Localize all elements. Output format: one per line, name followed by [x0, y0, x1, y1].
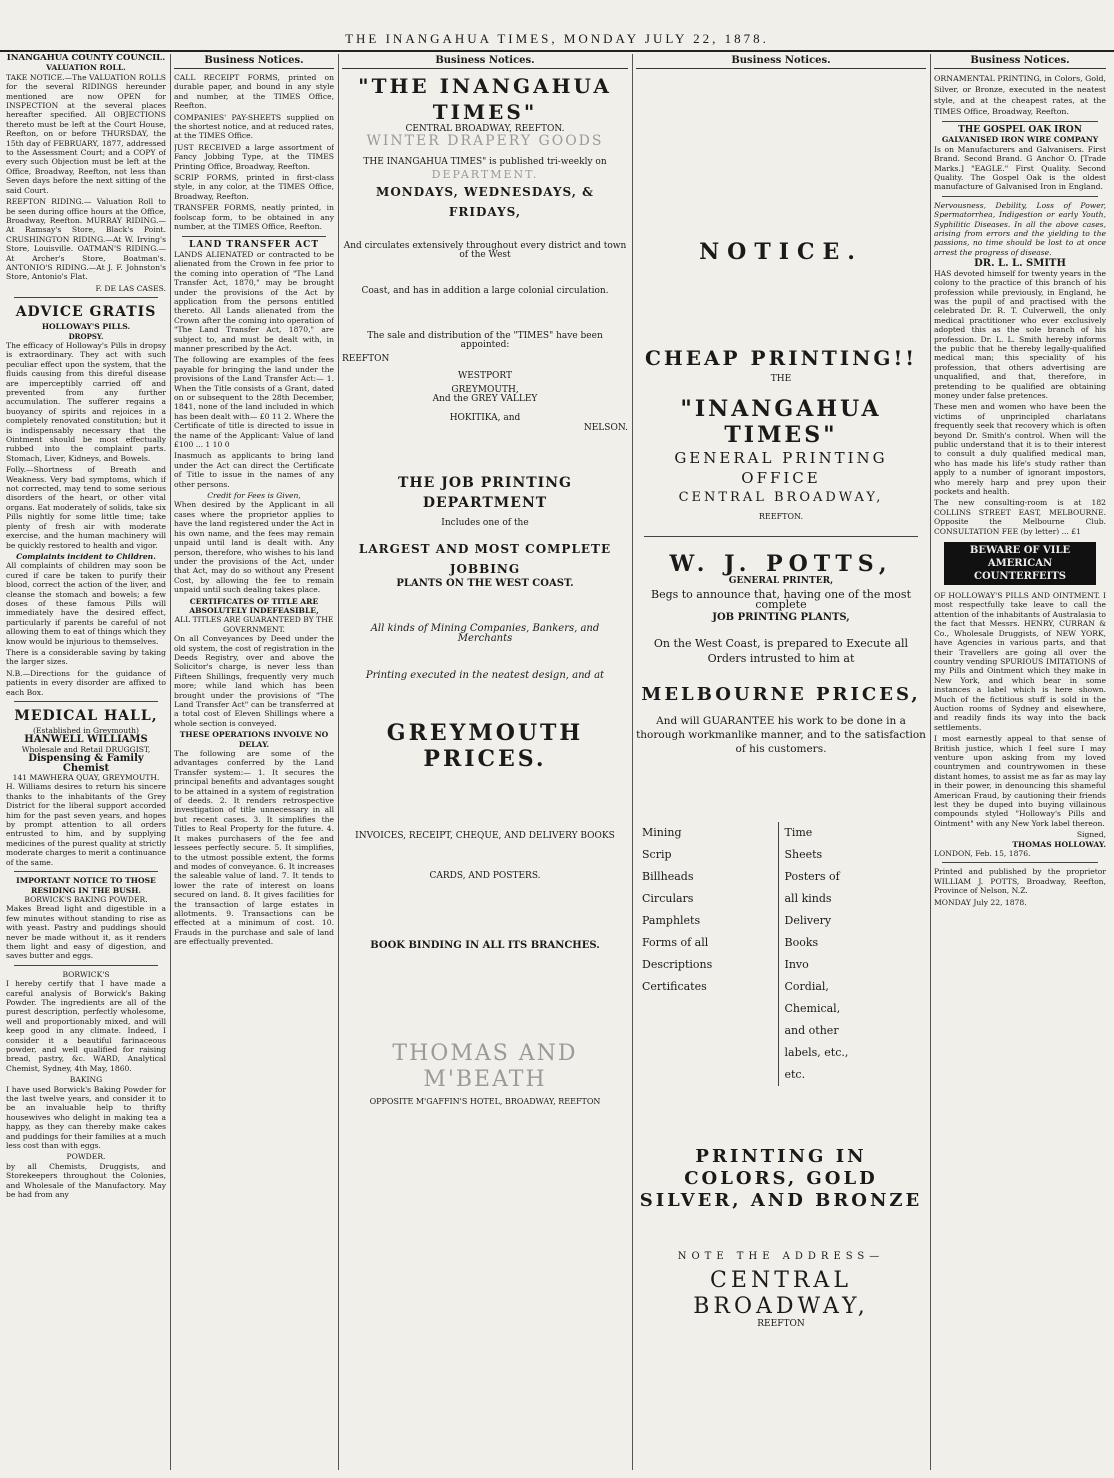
notice-heading: NOTICE. — [699, 239, 863, 265]
list-item: Invo — [784, 958, 809, 972]
column-1 — [6, 54, 166, 1470]
valuation-signature: F. DE LAS CASES. — [95, 283, 166, 293]
west-coast: On the West Coast, is prepared to Execute all Orders intrusted to him at — [653, 637, 909, 666]
holloway-body-2: I most earnestly appeal to that sense of British justice, which I feel sure I may venture upon asking from my loved countrymen and countrywomen in these distant homes, to assist me as far as may lay in their power, in denouncing this shameful American Fraud, by cautioning their friends lest they be duped into buying villainous compounds styled "Holloway's Pills and Ointment" with any New York label thereon. — [934, 734, 1106, 828]
grey-valley: And the GREY VALLEY — [432, 394, 538, 405]
reefton-2: REEFTON — [757, 1318, 805, 1329]
list-item: Pamphlets — [642, 914, 701, 928]
sale: The sale and distribution of the "TIMES" have been appointed: — [367, 331, 603, 351]
column-4-heading: Business Notices. — [636, 54, 926, 69]
transfer-forms: TRANSFER FORMS, neatly printed, in foolscap form, to be obtained in any number, at the TIMES Office, Reefton. — [174, 203, 334, 232]
greymouth-prices: GREYMOUTH PRICES. — [386, 720, 584, 773]
land-body: LANDS ALIENATED or contracted to be alienated from the Crown in fee prior to the coming into operation of "The Land Transfer Act, 1870," may be brought under the provisions of the Act by application from the persons entitled thereto. All Lands alienated from the Crown after the coming into operation of "The Land Transfer Act, 1870," are subject to, and must be dealt with, in manner prescribed by the Act. — [174, 249, 334, 353]
operations-body: The following are some of the advantages conferred by the Land Transfer system:— 1. It secures the principal benefits and advantages sought to be attained in a system of registration of deeds. 2. It renders retrospective investigation of title unnecessary in all but recent cases. 3. It simplifies the Titles to Real Property for the future. 4. It makes purchasers of the fee and lessees perfectly secure. 5. It simplifies, to the utmost possible extent, the forms and modes of conveyance. 6. It increases the saleable value of land. 7. It tends to lower the rate of interest on loans secured on land. 8. It gives facilities for the transaction of large estates in allotments. 9. Transactions can be effected at a minimum of cost. 10. Frauds in the purchase and sale of land are effectually prevented. — [174, 749, 334, 947]
largest: LARGEST AND MOST COMPLETE JOBBING — [358, 541, 612, 576]
cheap-printing: CHEAP PRINTING!! — [644, 346, 918, 370]
valuation-body: TAKE NOTICE.—The VALUATION ROLLS for the several RIDINGS hereunder mentioned are now OPEN for INSPECTION at the several places hereafter specified. All OBJECTIONS thereto must be left at the Court House, Reefton, on or before THURSDAY, the 15th day of FEBRUARY, 1877, addressed to the Assessment Court; and a COPY of every such Objection must be left at the Office, Broadway, Reefton, not less than Seven days before the next sitting of the said Court. — [6, 72, 166, 195]
london-date: LONDON, Feb. 15, 1876. — [934, 849, 1031, 859]
advice-heading: ADVICE GRATIS — [15, 304, 157, 321]
baking-body: I have used Borwick's Baking Powder for the last twelve years, and consider it to be an invaluable help to thrifty housewives who delight in making tea a happy, as they can thereby make cakes and puddings for their families at a much less cost than with eggs. — [6, 1084, 166, 1151]
medical-sub: (Established in Greymouth) — [32, 726, 140, 735]
list-item: Cordial, Chemical, and other — [784, 980, 841, 1038]
smith-heading: DR. L. L. SMITH — [974, 258, 1066, 270]
valuation-heading: VALUATION ROLL. — [46, 63, 126, 73]
dropsy-heading: DROPSY. — [68, 331, 104, 341]
certificates-heading: CERTIFICATES OF TITLE ARE ABSOLUTELY INDEFEASIBLE, — [189, 596, 319, 615]
guaranteed-body: On all Conveyances by Deed under the old system, the cost of registration in the Deeds Registry, over and above the Solicitor's charge, is never less than Fifteen Shillings, frequently very much more; while land which has been brought under the provisions of "The Land Transfer Act" can be transferred at a total cost of Eleven Shillings where a whole section is conveyed. — [174, 634, 334, 728]
job-heading: THE JOB PRINTING DEPARTMENT — [398, 475, 572, 512]
gospel-heading: THE GOSPEL OAK IRON — [958, 125, 1082, 135]
issue-date: MONDAY July 22, 1878. — [934, 897, 1027, 907]
begs: Begs to announce that, having one of the most complete — [650, 588, 911, 611]
smith-body: HAS devoted himself for twenty years in the colony to the practice of this branch of his profession while previously, in England, he was the pupil of and practised with the celebrated Dr. R. T. Culverwell, the only medical practitioner who ever exclusively adopted this as the sole branch of his profession. Dr. L. L. Smith hereby informs the public that he thereby legally-qualified medical man; this speciality of his profession, that others advertising are unqualified, and that, therefore, in pretending to be qualified are obtaining money under false pretences. — [934, 268, 1106, 400]
neatest: Printing executed in the neatest design, and at — [365, 669, 605, 681]
council-title: INANGAHUA COUNTY COUNCIL. — [6, 54, 166, 63]
wholesale: Wholesale and Retail DRUGGIST, — [21, 744, 151, 754]
borwick-body: Makes Bread light and digestible in a few minutes without standing to rise as with yeast. Pastry and puddings should never be made without it, as it renders them light and easy of digestion, and saves butter and eggs. — [6, 904, 166, 961]
invoices: INVOICES, RECEIPT, CHEQUE, AND DELIVERY BOOKS — [355, 831, 615, 842]
operations-heading: THESE OPERATIONS INVOLVE NO DELAY. — [179, 730, 329, 749]
nelson: NELSON. — [583, 422, 628, 433]
fees-body: Inasmuch as applicants to bring land under the Act can direct the Certificate of Title to issue in the names of any other persons. — [174, 451, 334, 489]
borwick2-heading: BORWICK'S — [62, 969, 110, 979]
guarantee: And will GUARANTEE his work to be done in a thorough workmanlike manner, and to the satisfaction of his customers. — [636, 715, 926, 756]
column-2 — [174, 54, 334, 1470]
medical-address: 141 MAWHERA QUAY, GREYMOUTH. — [12, 773, 160, 783]
reefton: REEFTON. — [758, 512, 804, 522]
ridings: REEFTON RIDING.— Valuation Roll to be seen during office hours at the Office, Broadway, Reefton. MURRAY RIDING.—At Ramsay's Store, Black's Point. CRUSHINGTON RIDING.—At W. Irving's Store, Louisville. OATMAN'S RIDING.—At Archer's Store, Boatman's. ANTONIO'S RIDING.—At J. F. Johnston's Store, Antonio's Flat. — [6, 197, 166, 282]
column-2-heading: Business Notices. — [174, 54, 334, 69]
plants-heading: JOB PRINTING PLANTS, — [712, 612, 850, 624]
the: THE — [770, 374, 792, 384]
general-office: GENERAL PRINTING OFFICE — [674, 449, 888, 488]
medical-body: H. Williams desires to return his sincere thanks to the inhabitants of the Grey District for the liberal support accorded him for the past seven years, and hopes by prompt attention to all orders entrusted to him, and by supplying medicines of the purest quality at strictly moderate charges to merit a continuance of the same. — [6, 782, 166, 867]
guaranteed-heading: ALL TITLES ARE GUARANTEED BY THE GOVERNMENT. — [174, 615, 334, 634]
signed: Signed, — [1076, 830, 1106, 840]
note-address: NOTE THE ADDRESS— — [677, 1251, 885, 1263]
consult: The new consulting-room is at 182 COLLINS STREET EAST, MELBOURNE. Opposite the Melbourne Club. CONSULTATION FEE (by letter) ... £1 — [934, 498, 1106, 536]
children-heading: Complaints incident to Children. — [16, 551, 156, 561]
kinds: All kinds of Mining Companies, Bankers, and Merchants — [370, 623, 600, 644]
potts: W. J. POTTS, — [669, 550, 893, 577]
nervousness: Nervousness, Debility, Loss of Power, Spermatorrhea, Indigestion or early Youth, Syphilitic Diseases. In all the above cases, arising from errors and the yielding to the passions, no time should be lost to at once arrest the progress of disease. — [934, 200, 1106, 257]
column-3-heading: Business Notices. — [342, 54, 628, 69]
medical-heading: MEDICAL HALL, — [14, 708, 158, 724]
saving-note: There is a considerable saving by taking the larger sizes. — [6, 647, 166, 667]
westport: WESTPORT — [457, 371, 513, 382]
coast: Coast, and has in addition a large colonial circulation. — [361, 285, 609, 296]
list-item: labels, etc., etc. — [784, 1046, 849, 1082]
col3-footer: OPPOSITE M'GAFFIN'S HOTEL, BROADWAY, REEFTON — [369, 1096, 601, 1106]
includes: Includes one of the — [441, 518, 529, 529]
important-heading: IMPORTANT NOTICE TO THOSE RESIDING IN THE BUSH. — [16, 876, 156, 895]
gospel-sub: GALVANISED IRON WIRE COMPANY — [941, 135, 1099, 145]
holloway-heading: HOLLOWAY'S PILLS. — [41, 322, 131, 332]
cards: CARDS, AND POSTERS. — [429, 870, 541, 881]
times-address: CENTRAL BROADWAY, REEFTON. — [405, 124, 565, 134]
central-broadway: CENTRAL BROADWAY, — [678, 490, 884, 506]
times-title: "THE INANGAHUA TIMES" — [358, 74, 612, 124]
powder-body: by all Chemists, Druggists, and Storekeepers throughout the Colonies, and Wholesale of the Manufactory. May be had from any — [6, 1161, 166, 1200]
ghost-winter: WINTER DRAPERY GOODS — [366, 133, 604, 150]
powder-heading: POWDER. — [66, 1152, 106, 1162]
credit-heading: Credit for Fees is Given, — [207, 491, 301, 501]
reefton: REEFTON — [342, 353, 390, 364]
children-body: All complaints of children may soon be cured if care be taken to purify their blood, correct the action of the liver, and cleanse the stomach and bowels; a few doses of these famous Pills will immediately have the desired effect, particularly if parents be careful of not allowing them to eat of things which they know would be injurious to themselves. — [6, 561, 166, 646]
baking-heading: BAKING — [69, 1075, 103, 1085]
ghost-department: DEPARTMENT. — [431, 167, 539, 181]
smith-body-2: These men and women who have been the victims of unprincipled charlatans frequently seek that recovery which is often beyond Dr. Smith's control. When will the public understand that it is to their interest to consult a duly qualified medical man, who has made his life's study rather than apply to a number of ignorant impostors, who merely harp and prey upon their pockets and health. — [934, 402, 1106, 497]
colors-heading: PRINTING IN COLORS, GOLD SILVER, AND BRONZE — [639, 1146, 923, 1212]
plants: PLANTS ON THE WEST COAST. — [396, 577, 574, 589]
borwick-heading: BORWICK'S BAKING POWDER. — [24, 894, 148, 904]
folly-body: Folly.—Shortness of Breath and Weakness. Very bad symptoms, which if not corrected, may tend to some serious disorders of the heart, or other vital organs. Eat moderately of solids, take six Pills nightly for some little time; take plenty of fresh air with moderate exercise, and the human machinery will be quickly restored to health and vigor. — [6, 465, 166, 550]
holloway-body: OF HOLLOWAY'S PILLS AND OINTMENT. I most respectfully take leave to call the attention of the inhabitants of Australasia to the fact that Messrs. HENRY, CURRAN & Co., Wholesale Druggists, of NEW YORK, have Agencies in various parts, and that their Travellers are going all over the country vending SPURIOUS IMITATIONS of my Pills and Ointment which they make in New York, and which bear in some instances a label which is here shown. Much of the fictitious stuff is sold in the Auction rooms of Sydney and elsewhere, and readily finds its way into the back settlements. — [934, 591, 1106, 732]
list-item: Mining Scrip — [642, 826, 682, 862]
published: THE INANGAHUA TIMES" is published tri-weekly on — [363, 157, 607, 168]
receipt-forms: CALL RECEIPT FORMS, printed on durable paper, and bound in any style and number, at the TIMES Office, Reefton. — [174, 73, 334, 111]
column-3 — [342, 54, 628, 1470]
dispensing: Dispensing & Family Chemist — [28, 753, 144, 774]
dropsy-body: The efficacy of Holloway's Pills in dropsy is extraordinary. They act with such peculiar effect upon the system, that the fluids causing from this direful disease are imperceptibly carried off and prevented from any further accumulation. The sufferer regains a buoyancy of spirits and rejoices in a completely renovated constitution; but it is indispensably necessary that the Ointment should be most effectually rubbed into the complaint parts. Stomach, Liver, Kidneys, and Bowels. — [6, 340, 166, 463]
print-list-right — [778, 822, 921, 1086]
ghost-thomas: THOMAS AND M'BEATH — [392, 1040, 578, 1092]
pay-sheets: COMPANIES' PAY-SHEETS supplied on the shortest notice, and at reduced rates, at the TIMES Office. — [174, 112, 334, 141]
melbourne-prices: MELBOURNE PRICES, — [641, 684, 921, 706]
column-5-heading: Business Notices. — [934, 54, 1106, 69]
list-item: Time Sheets — [784, 826, 823, 862]
scrip-forms: SCRIP FORMS, printed in first-class style, in any color, at the TIMES Office, Broadway, Reefton. — [174, 173, 334, 201]
circulates: And circulates extensively throughout every district and town of the West — [343, 240, 627, 261]
jobbing-type: JUST RECEIVED a large assortment of Fancy Jobbing Type, at the TIMES Printing Office, Broadway, Reefton. — [174, 142, 334, 171]
print-list — [642, 822, 920, 1086]
holloway-name: THOMAS HOLLOWAY. — [1012, 839, 1106, 849]
print-list-left — [642, 822, 778, 1086]
binding: BOOK BINDING IN ALL ITS BRANCHES. — [370, 940, 600, 952]
list-item: Delivery Books — [784, 914, 832, 950]
hanwell: HANWELL WILLIAMS — [24, 734, 148, 746]
list-item: Certificates — [642, 980, 707, 994]
times-name: "INANGAHUA TIMES" — [680, 396, 882, 449]
land-heading: LAND TRANSFER ACT — [188, 239, 320, 250]
credit-body: When desired by the Applicant in all cases where the proprietor applies to have the land registered under the Act in his own name, and the fees may remain unpaid until land is dealt with. Any person, therefore, who wishes to his land under the provisions of the Act, under that Act, may do so without any Present Cost, by allowing the fee to remain unpaid until such dealing takes place. — [174, 500, 334, 595]
borwick2-body: I hereby certify that I have made a careful analysis of Borwick's Baking Powder. The ingredients are all of the purest description, perfectly wholesome, well and proportionably mixed, and will keep good in any climate. Indeed, I consider it a beautiful farinaceous powder, and well qualified for raising bread, pastry, &c. WARD, Analytical Chemist, Sydney, 4th May, 1860. — [6, 979, 166, 1073]
list-item: Posters of all kinds — [784, 870, 840, 906]
greymouth: GREYMOUTH, — [451, 384, 519, 395]
days: MONDAYS, WEDNESDAYS, & FRIDAYS, — [376, 184, 594, 219]
beware-banner: BEWARE OF VILE AMERICAN COUNTERFEITS — [944, 542, 1096, 585]
ornamental: ORNAMENTAL PRINTING, in Colors, Gold, Silver, or Bronze, executed in the neatest style, and at the cheapest rates, at the TIMES Office, Broadway, Reefton. — [934, 74, 1106, 116]
list-item: Billheads — [642, 870, 694, 884]
hokitika: HOKITIKA, and — [449, 413, 521, 424]
central-broadway-2: CENTRAL BROADWAY, — [693, 1267, 869, 1319]
column-5 — [934, 54, 1106, 1470]
printer: GENERAL PRINTER, — [728, 575, 834, 586]
gospel-body: Is on Manufacturers and Galvanisers. First Brand. Second Brand. G Anchor O. [Trade Marks.] "EAGLE." First Quality. Second Quality. The Gospel Oak is the oldest manufacture of Galvanised Iron in England. — [934, 144, 1106, 192]
examples: The following are examples of the fees payable for bringing the land under the provisions of the Land Transfer Act:— 1. When the Title consists of a Grant, dated on or subsequent to the 28th December, 1841, none of the land included in which has been dealt with— £0 11 2. Where the Certificate of title is directed to issue in the name of the Applicant: Value of land £100 ... 1 10 0 — [174, 355, 334, 450]
list-item: Forms of all Descriptions — [642, 936, 713, 972]
list-item: Circulars — [642, 892, 694, 906]
printed-by: Printed and published by the proprietor WILLIAM J. POTTS, Broadway, Reefton, Province of Nelson, N.Z. — [934, 867, 1106, 896]
column-4 — [636, 54, 926, 1470]
nb-note: N.B.—Directions for the guidance of patients in every disorder are affixed to each Box. — [6, 668, 166, 697]
masthead: THE INANGAHUA TIMES, MONDAY JULY 22, 1878. — [0, 28, 1114, 52]
